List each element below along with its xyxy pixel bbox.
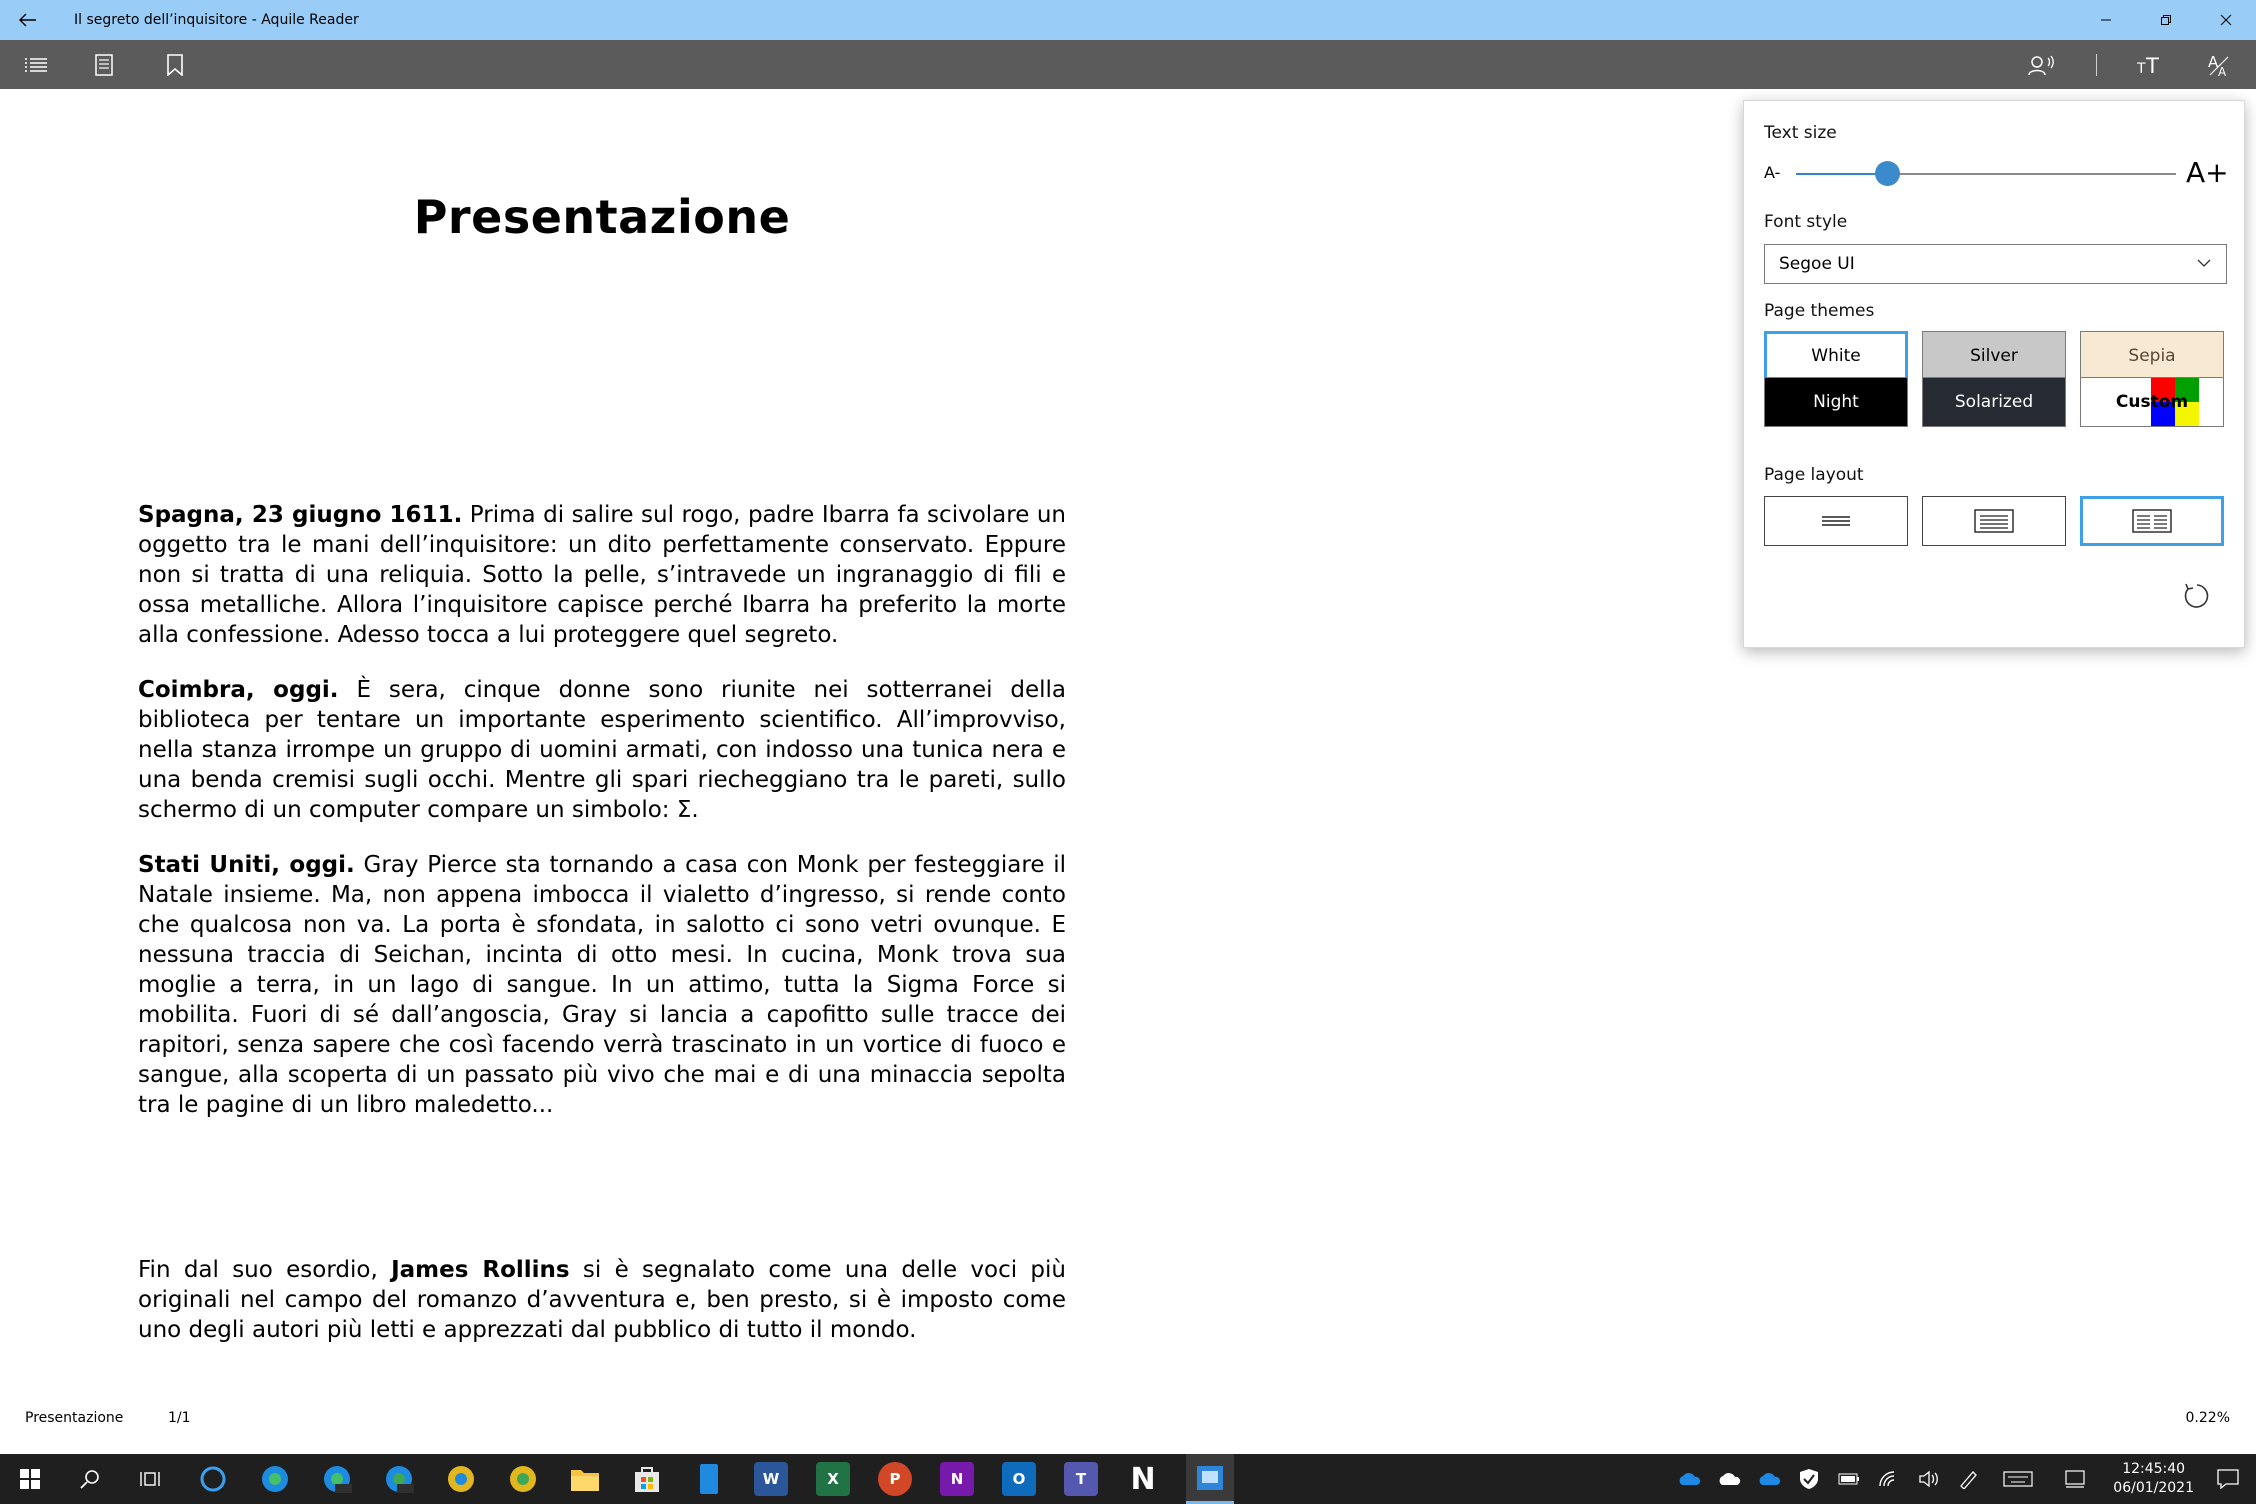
theme-label: Solarized [1954,392,2034,412]
paragraph-lead: Coimbra, oggi. [138,677,339,703]
store-bag-icon [632,1464,662,1494]
theme-label: Sepia [2128,346,2176,366]
cloud-white-icon [1717,1472,1741,1486]
close-button[interactable] [2196,0,2256,40]
notifications-button[interactable] [2206,1454,2250,1504]
cloud-blue-icon [1757,1472,1781,1486]
paragraph-text: Gray Pierce sta tornando a casa con Monk per festeggiare il Natale insieme. Ma, non appena imbocca il vialetto d’ingresso, si rende conto che qualcosa non va. La porta è sfondata, in salotto ci sono vetri ovunque. E nessuna traccia di Seichan, incinta di otto mesi. In cucina, Monk trova sua moglie a terra, in un lago di sangue. In un attimo, tutta la Sigma Force si mobilita. Fuori di sé dall’angoscia, Gray si lancia a capofitto sulle tracce dei rapitori, senza sapere che così facendo verrà trascinato in un vortice di fuoco e sangue, alla scoperta di un passato più vivo che mai e di una minaccia sepolta tra le pagine di un libro maledetto... [138,852,1067,1118]
onedrive-personal-icon[interactable] [1712,1454,1746,1504]
taskbar [0,1454,2256,1504]
paragraph-lead: Stati Uniti, oggi. [138,852,355,878]
network-icon[interactable] [1872,1454,1906,1504]
theme-night-button[interactable] [1764,377,1908,427]
font-style-value: Segoe UI [1779,254,1855,274]
edge-canary-2-icon[interactable] [506,1462,540,1496]
clock-time: 12:45:40 [2122,1461,2186,1477]
notification-icon [2217,1469,2239,1489]
file-explorer-icon[interactable] [568,1462,602,1496]
battery-icon[interactable] [1832,1454,1866,1504]
theme-solarized-button[interactable] [1922,377,2066,427]
font-style-dropdown[interactable] [1764,244,2227,284]
search-button[interactable] [70,1454,110,1504]
taskbar-clock[interactable] [2113,1460,2194,1498]
phone-icon [698,1463,720,1495]
paragraph [138,500,1066,650]
edge-canary-icon[interactable] [444,1462,478,1496]
notion-icon[interactable]: N [1130,1461,1156,1497]
reset-icon [2182,581,2212,611]
cortana-button[interactable] [193,1454,233,1504]
restore-icon [2160,14,2172,26]
clock-date: 06/01/2021 [2113,1480,2194,1496]
onedrive-icon[interactable] [1672,1454,1706,1504]
phone-app-icon[interactable] [692,1462,726,1496]
toolbar-separator [2096,54,2097,76]
edge-dev-logo-icon [384,1464,414,1494]
cortana-icon [199,1465,227,1493]
reset-button[interactable] [2182,581,2212,615]
tablet-icon [2065,1470,2085,1488]
search-icon [80,1469,100,1489]
theme-sepia-button[interactable] [2080,331,2224,381]
volume-icon[interactable] [1912,1454,1946,1504]
status-chapter: Presentazione [25,1410,124,1426]
text-size-max-label: A+ [2186,156,2229,189]
layout-columns-icon [2132,509,2172,533]
word-icon[interactable]: W [754,1462,788,1496]
touch-keyboard-icon[interactable] [1998,1454,2038,1504]
security-icon[interactable] [1792,1454,1826,1504]
speaker-icon [1918,1470,1940,1488]
store-icon[interactable] [630,1462,664,1496]
appearance-button[interactable] [2196,40,2244,89]
svg-text:A: A [2208,52,2219,71]
slider-fill [1796,173,1887,175]
status-page-number: 1/1 [168,1410,191,1426]
shield-icon [1799,1468,1819,1490]
minimize-icon [2100,14,2112,26]
font-style-label: Font style [1764,212,1848,232]
read-aloud-icon [2028,54,2054,76]
paragraph-text: Fin dal suo esordio, [138,1257,392,1283]
appearance-flyout [1743,100,2245,648]
notes-button[interactable] [80,40,128,89]
text-size-min-label: A- [1764,163,1781,182]
document-icon [95,54,113,76]
paragraph-text: Prima di salire sul rogo, padre Ibarra fa scivolare un oggetto tra le mani dell’inquisitore: un dito perfettamente conservato. Eppure non si tratta di una reliquia. Sotto la pelle, s’intravede un ingranaggio di fili e ossa metalliche. Allora l’inquisitore capisce perché Ibarra ha preferito la morte alla confessione. Adesso tocca a lui proteggere quel segreto. [138,502,1066,648]
minimize-button[interactable] [2076,0,2136,40]
layout-framed-icon [1974,509,2014,533]
text-size-button[interactable] [2126,40,2174,89]
edge-beta-icon[interactable] [320,1462,354,1496]
pen-workspace-icon [1958,1469,1980,1489]
svg-text:T: T [2146,54,2159,75]
windows-logo-icon [20,1469,40,1489]
chapter-heading: Presentazione [413,190,791,244]
table-of-contents-button[interactable] [12,40,60,89]
excel-icon[interactable]: X [816,1462,850,1496]
restore-button[interactable] [2136,0,2196,40]
slider-thumb[interactable] [1875,161,1900,186]
task-view-button[interactable] [130,1454,170,1504]
bookmark-button[interactable] [151,40,199,89]
status-progress: 0.22% [2185,1410,2230,1426]
layout-two-column-button[interactable] [2080,496,2224,546]
task-view-icon [139,1470,161,1488]
onenote-icon[interactable]: N [940,1462,974,1496]
powerpoint-icon[interactable]: P [878,1462,912,1496]
outlook-icon[interactable]: O [1002,1462,1036,1496]
battery-level-icon [1838,1473,1860,1485]
layout-framed-button[interactable] [1922,496,2066,546]
window-controls [2076,0,2256,40]
cloud-icon [1677,1472,1701,1486]
edge-logo-icon [260,1464,290,1494]
edge-icon[interactable] [258,1462,292,1496]
teams-icon[interactable]: T [1064,1462,1098,1496]
aquile-reader-taskbar-button[interactable] [1186,1454,1234,1504]
paragraph [138,850,1066,1120]
onedrive-business-icon[interactable] [1752,1454,1786,1504]
font-settings-icon [2208,53,2232,77]
layout-single-button[interactable] [1764,496,1908,546]
text-size-icon [2137,55,2163,75]
wifi-icon [1878,1470,1900,1488]
edge-dev-icon[interactable] [382,1462,416,1496]
window-title: Il segreto dell’inquisitore - Aquile Reader [74,12,359,28]
command-bar [0,40,2256,89]
theme-white-button[interactable] [1764,331,1908,381]
theme-label: Night [1813,392,1859,412]
chapter-body [138,500,1066,1145]
edge-canary-2-logo-icon [508,1464,538,1494]
folder-icon [570,1466,600,1492]
text-size-label: Text size [1764,123,1837,143]
bookmark-icon [167,54,183,76]
keyboard-icon [2003,1471,2033,1487]
reader-app-icon [1196,1465,1224,1491]
text-size-slider[interactable] [1796,173,2176,175]
edge-beta-logo-icon [322,1464,352,1494]
start-button[interactable] [10,1454,50,1504]
read-aloud-button[interactable] [2017,40,2065,89]
page-layout-label: Page layout [1764,465,1864,485]
page-themes-label: Page themes [1764,301,1875,321]
author-paragraph [138,1255,1066,1345]
pen-icon[interactable] [1952,1454,1986,1504]
paragraph-text: si è segnalato come una delle voci più originali nel campo del romanzo d’avventura e, ben presto, si è imposto come uno degli autori più letti e apprezzati dal pubblico di tutto il mondo. [138,1257,1066,1343]
svg-text:A: A [2218,64,2227,77]
back-button[interactable] [0,0,56,40]
paragraph-lead: Spagna, 23 giugno 1611. [138,502,463,528]
svg-text:T: T [2137,60,2146,75]
theme-label: Custom [2115,392,2189,412]
theme-label: White [1811,346,1861,366]
theme-silver-button[interactable] [1922,331,2066,381]
theme-custom-button[interactable] [2080,377,2224,427]
layout-compact-icon [1822,514,1850,528]
author-name: James Rollins [391,1257,570,1283]
list-icon [25,57,47,73]
chevron-down-icon [2196,255,2212,271]
paragraph [138,675,1066,825]
close-icon [2220,14,2232,26]
paragraph-text: È sera, cinque donne sono riunite nei sotterranei della biblioteca per tentare un importante esperimento scientifico. All’improvviso, nella stanza irrompe un gruppo di uomini armati, con indosso una tunica nera e una benda cremisi sugli occhi. Mentre gli spari riecheggiano tra le pareti, sullo schermo di un computer compare un simbolo: Σ. [138,677,1067,823]
edge-canary-logo-icon [446,1464,476,1494]
tablet-mode-icon[interactable] [2058,1454,2092,1504]
theme-label: Silver [1970,346,2018,366]
title-bar [0,0,2256,40]
back-arrow-icon [19,13,37,27]
